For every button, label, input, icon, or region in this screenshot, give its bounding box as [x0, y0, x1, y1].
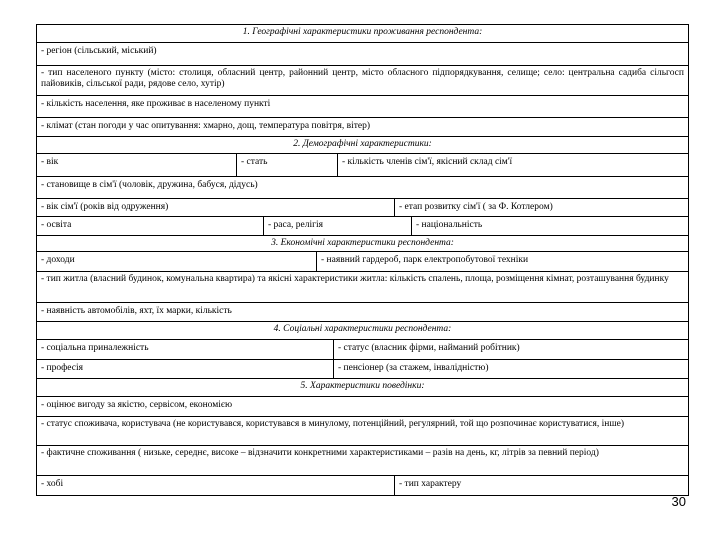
row-profession-pensioner — [37, 360, 688, 379]
row-family-status: - становище в сім'ї (чоловік, дружина, бабуся, дідусь) — [37, 177, 688, 199]
cell-family-size: - кількість членів сім'ї, якісний склад сім'ї — [337, 154, 688, 176]
cell-family-stage: - етап розвитку сім'ї ( за Ф. Котлером) — [394, 199, 688, 216]
row-user-status: - статус споживача, користувача (не користувався, користувався в минулому, потенційний, регулярний, той що розпочинає користуватися, інше) — [37, 417, 688, 446]
cell-status: - статус (власник фірми, найманий робітник) — [333, 340, 688, 359]
characteristics-table — [36, 24, 689, 496]
cell-character: - тип характеру — [394, 476, 688, 495]
row-climate: - клімат (стан погоди у час опитування: хмарно, дощ, температура повітря, вітер) — [37, 118, 688, 137]
cell-hobby: - хобі — [41, 479, 64, 489]
cell-pensioner: - пенсіонер (за стажем, інвалідністю) — [333, 360, 688, 378]
cell-family-age: - вік сім'ї (років від одруження) — [41, 202, 169, 212]
page-number: 30 — [671, 494, 686, 509]
row-population: - кількість населення, яке проживає в населеному пункті — [37, 96, 688, 118]
section-heading-demographic: 2. Демографічні характеристики: — [37, 137, 688, 154]
cell-age: - вік — [41, 157, 59, 167]
row-family-age-stage — [37, 199, 688, 217]
cell-social-class: - соціальна приналежність — [41, 343, 149, 353]
section-heading-behavior: 5. Характеристики поведінки: — [37, 379, 688, 397]
row-housing: - тип житла (власний будинок, комунальна квартира) та якісні характеристики житла: кількість спалень, площа, розміщення кімнат, розташування будинку — [37, 272, 688, 303]
cell-education: - освіта — [41, 220, 72, 230]
cell-wardrobe: - наявний гардероб, парк електропобутової техніки — [316, 252, 688, 271]
row-education-race-nationality — [37, 217, 688, 236]
section-heading-economic: 3. Економічні характеристики респондента: — [37, 236, 688, 252]
row-benefit: - оцінює вигоду за якістю, сервісом, економією — [37, 397, 688, 417]
section-heading-social: 4. Соціальні характеристики респондента: — [37, 322, 688, 340]
row-region: - регіон (сільський, міський) — [37, 43, 688, 66]
row-age-sex-family — [37, 154, 688, 177]
row-cars: - наявність автомобілів, яхт, їх марки, кількість — [37, 303, 688, 322]
row-settlement-type: - тип населеного пункту (місто: столиця, обласний центр, районний центр, місто обласного підпорядкування, селище; село: центральна садиба сільгосп пайовиків, сільської ради, рядове село, хутір) — [37, 66, 688, 96]
section-heading-geographic: 1. Географічні характеристики проживання респондента: — [37, 25, 688, 43]
cell-income: - доходи — [41, 255, 75, 265]
cell-nationality: - національність — [411, 217, 688, 235]
cell-profession: - професія — [41, 363, 83, 373]
row-consumption: - фактичне споживання ( низьке, середнє, високе – відзначити конкретними характеристиками – разів на день, кг, літрів за певний період) — [37, 446, 688, 476]
cell-race-religion: - раса, релігія — [263, 217, 411, 235]
row-income-wardrobe — [37, 252, 688, 272]
row-class-status — [37, 340, 688, 360]
cell-sex: - стать — [236, 154, 337, 176]
row-hobby-character — [37, 476, 688, 495]
